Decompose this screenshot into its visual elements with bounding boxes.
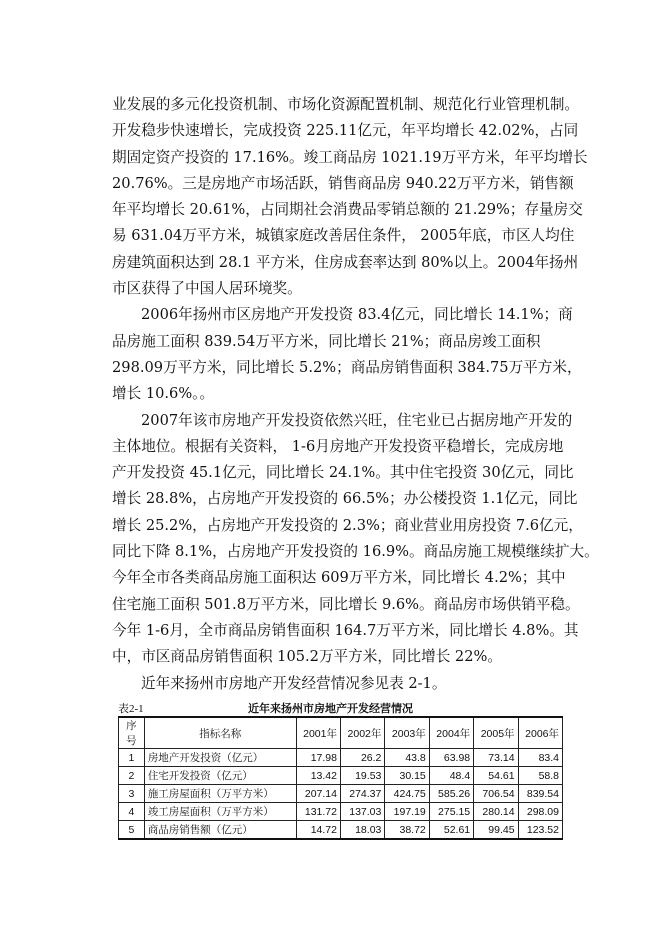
text-line: 期固定资产投资的 17.16%。竣工商品房 1021.19万平方米，年平均增长 — [112, 148, 588, 166]
header-year: 2001年 — [296, 717, 340, 749]
table-caption — [118, 700, 563, 716]
indicator-name: 施工房屋面积（万平方米） — [144, 785, 296, 803]
text-line: 同比下降 8.1%，占房地产开发投资的 16.9%。商品房施工规模继续扩大。 — [112, 543, 599, 561]
value-cell: 585.26 — [429, 785, 473, 803]
text-line: 今年 1-6月，全市商品房销售面积 164.7万平方米，同比增长 4.8%。其 — [112, 621, 579, 639]
indicator-name: 住宅开发投资（亿元） — [144, 767, 296, 785]
text-line: 20.76%。三是房地产市场活跃，销售商品房 940.22万平方米，销售额 — [112, 174, 574, 192]
indicator-name: 竣工房屋面积（万平方米） — [144, 803, 296, 821]
text-line: 中，市区商品房销售面积 105.2万平方米，同比增长 22%。 — [112, 648, 502, 666]
indicator-name: 商品房销售额（亿元） — [144, 821, 296, 840]
value-cell: 43.8 — [385, 749, 429, 767]
text-line: 增长 10.6%。。 — [112, 385, 215, 403]
row-number: 2 — [119, 767, 145, 785]
text-line: 易 631.04万平方米，城镇家庭改善居住条件， 2005年底，市区人均住 — [112, 227, 575, 245]
value-cell: 14.72 — [296, 821, 340, 840]
text-line: 产开发投资 45.1亿元，同比增长 24.1%。其中住宅投资 30亿元，同比 — [112, 464, 574, 482]
value-cell: 131.72 — [296, 803, 340, 821]
value-cell: 839.54 — [518, 785, 562, 803]
real-estate-table — [118, 716, 563, 840]
value-cell: 52.61 — [429, 821, 473, 840]
value-cell: 63.98 — [429, 749, 473, 767]
value-cell: 123.52 — [518, 821, 562, 840]
text-line: 增长 28.8%，占房地产开发投资的 66.5%；办公楼投资 1.1亿元，同比 — [112, 490, 578, 508]
text-line: 品房施工面积 839.54万平方米，同比增长 21%；商品房竣工面积 — [112, 332, 541, 350]
header-no: 序号 — [119, 717, 145, 749]
value-cell: 83.4 — [518, 749, 562, 767]
text-line: 市区获得了中国人居环境奖。 — [112, 280, 302, 298]
table-label: 表2-1 — [118, 703, 144, 715]
table-row — [119, 803, 563, 821]
value-cell: 99.45 — [474, 821, 518, 840]
row-number: 4 — [119, 803, 145, 821]
value-cell: 73.14 — [474, 749, 518, 767]
text-line: 年平均增长 20.61%，占同期社会消费品零销总额的 21.29%；存量房交 — [112, 201, 583, 219]
table-row — [119, 749, 563, 767]
text-line: 今年全市各类商品房施工面积达 609万平方米，同比增长 4.2%；其中 — [112, 569, 566, 587]
row-number: 5 — [119, 821, 145, 840]
value-cell: 298.09 — [518, 803, 562, 821]
value-cell: 38.72 — [385, 821, 429, 840]
indicator-name: 房地产开发投资（亿元） — [144, 749, 296, 767]
header-name: 指标名称 — [144, 717, 296, 749]
header-year: 2003年 — [385, 717, 429, 749]
text-line: 住宅施工面积 501.8万平方米，同比增长 9.6%。商品房市场供销平稳。 — [112, 595, 580, 613]
text-line: 2006年扬州市区房地产开发投资 83.4亿元，同比增长 14.1%；商 — [141, 306, 573, 324]
value-cell: 197.19 — [385, 803, 429, 821]
value-cell: 19.53 — [340, 767, 384, 785]
table-row — [119, 785, 563, 803]
text-line: 开发稳步快速增长，完成投资 225.11亿元，年平均增长 42.02%，占同 — [112, 122, 579, 140]
table-header-row — [119, 717, 563, 749]
table-row — [119, 821, 563, 840]
value-cell: 26.2 — [340, 749, 384, 767]
value-cell: 275.15 — [429, 803, 473, 821]
value-cell: 424.75 — [385, 785, 429, 803]
value-cell: 48.4 — [429, 767, 473, 785]
text-line: 增长 25.2%，占房地产开发投资的 2.3%；商业营业用房投资 7.6亿元， — [112, 516, 583, 534]
header-year: 2004年 — [429, 717, 473, 749]
value-cell: 13.42 — [296, 767, 340, 785]
row-number: 3 — [119, 785, 145, 803]
value-cell: 54.61 — [474, 767, 518, 785]
header-year: 2005年 — [474, 717, 518, 749]
text-line: 房建筑面积达到 28.1 平方米，住房成套率达到 80%以上。2004年扬州 — [112, 253, 579, 271]
table-title: 近年来扬州市房地产开发经营情况 — [248, 702, 413, 715]
table-body — [119, 749, 563, 840]
row-number: 1 — [119, 749, 145, 767]
value-cell: 30.15 — [385, 767, 429, 785]
text-line: 298.09万平方米，同比增长 5.2%；商品房销售面积 384.75万平方米， — [112, 358, 582, 376]
value-cell: 58.8 — [518, 767, 562, 785]
value-cell: 207.14 — [296, 785, 340, 803]
value-cell: 18.03 — [340, 821, 384, 840]
value-cell: 274.37 — [340, 785, 384, 803]
text-line: 主体地位。根据有关资料， 1-6月房地产开发投资平稳增长，完成房地 — [112, 437, 564, 455]
value-cell: 280.14 — [474, 803, 518, 821]
table-row — [119, 767, 563, 785]
text-line: 2007年该市房地产开发投资依然兴旺，住宅业已占据房地产开发的 — [141, 411, 573, 429]
header-year: 2002年 — [340, 717, 384, 749]
value-cell: 137.03 — [340, 803, 384, 821]
text-line: 近年来扬州市房地产开发经营情况参见表 2-1。 — [141, 674, 447, 692]
value-cell: 706.54 — [474, 785, 518, 803]
value-cell: 17.98 — [296, 749, 340, 767]
text-line: 业发展的多元化投资机制、市场化资源配置机制、规范化行业管理机制。 — [112, 96, 580, 113]
header-year: 2006年 — [518, 717, 562, 749]
body-text — [112, 92, 602, 697]
